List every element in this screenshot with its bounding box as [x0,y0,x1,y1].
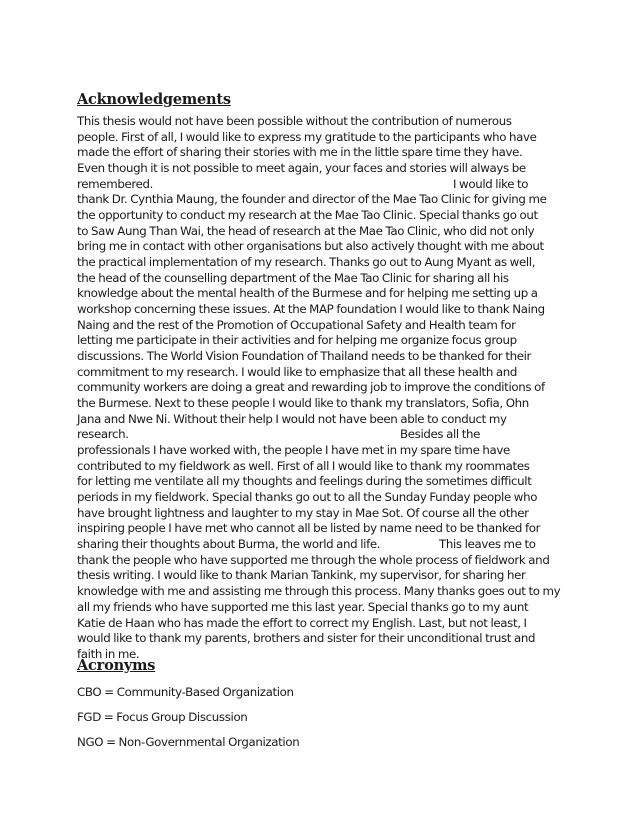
paragraph-line: commitment to my research. I would like to emphasize that all these health and [77,364,518,379]
paragraph-line-left: remembered. [77,176,154,191]
paragraph-line-left: sharing their thoughts about Burma, the world and life. [77,537,381,552]
paragraph-line: community workers are doing a great and rewarding job to improve the conditions of [77,380,545,395]
acronyms-heading: Acronyms [77,657,156,674]
paragraph-line: made the effort of sharing their stories with me in the little spare time they have. [77,145,523,160]
paragraph-line: all my friends who have supported me this last year. Special thanks go to my aunt [77,599,529,614]
paragraph-line: knowledge about the mental health of the Burmese and for helping me setting up a [77,286,538,301]
paragraph-line: discussions. The World Vision Foundation of Thailand needs to be thanked for their [77,349,532,364]
paragraph-line: Naing and the rest of the Promotion of Occupational Safety and Health team for [77,317,516,332]
paragraph-line: the opportunity to conduct my research at the Mae Tao Clinic. Special thanks go out [77,208,538,223]
acknowledgements-heading: Acknowledgements [77,91,231,108]
paragraph-line: thank the people who have supported me through the whole process of fieldwork and [77,552,550,567]
paragraph-line: the practical implementation of my research. Thanks go out to Aung Myant as well, [77,255,536,270]
acronym-item: NGO = Non-Governmental Organization [77,735,300,749]
paragraph-line: thank Dr. Cynthia Maung, the founder and director of the Mae Tao Clinic for giving me [77,192,547,207]
paragraph-line-left: research. [77,427,129,442]
paragraph-line: bring me in contact with other organisations but also actively thought with me about [77,239,544,254]
paragraph-line-split [77,427,567,443]
paragraph-line: for letting me ventilate all my thoughts and feelings during the sometimes difficult [77,474,532,489]
paragraph-line: Jana and Nwe Ni. Without their help I would not have been able to conduct my [77,411,507,426]
paragraph-line: to Saw Aung Than Wai, the head of research at the Mae Tao Clinic, who did not only [77,223,535,238]
paragraph-line-split [77,177,567,193]
paragraph-line: have brought lightness and laughter to my stay in Mae Sot. Of course all the other [77,505,529,520]
paragraph-line: the head of the counselling department of the Mae Tao Clinic for sharing all his [77,270,509,285]
paragraph-line: thesis writing. I would like to thank Marian Tankink, my supervisor, for sharing her [77,568,526,583]
paragraph-line: inspiring people I have met who cannot all be listed by name need to be thanked for [77,521,541,536]
paragraph-line: This thesis would not have been possible without the contribution of numerous [77,114,512,128]
paragraph-line: Katie de Haan who has made the effort to correct my English. Last, but not least, I [77,615,527,630]
paragraph-line: would like to thank my parents, brothers and sister for their unconditional trust and [77,631,536,646]
paragraph-line-right: This leaves me to [439,537,536,552]
paragraph-line-right: I would like to [453,176,529,191]
paragraph-line: the Burmese. Next to these people I would like to thank my translators, Sofia, Ohn [77,396,529,411]
acknowledgements-body [77,114,567,663]
acronym-item: CBO = Community-Based Organization [77,685,294,699]
paragraph-line: people. First of all, I would like to express my gratitude to the participants who have [77,129,537,144]
paragraph-line: workshop concerning these issues. At the MAP foundation I would like to thank Naing [77,302,545,317]
paragraph-line: faith in me. [77,646,140,661]
paragraph-line: letting me participate in their activities and for helping me organize focus group [77,333,517,348]
paragraph-line: contributed to my fieldwork as well. First of all I would like to thank my roommates [77,458,530,473]
paragraph-line: professionals I have worked with, the people I have met in my spare time have [77,443,510,458]
paragraph-line: Even though it is not possible to meet again, your faces and stories will always be [77,161,526,176]
paragraph-line-split [77,537,567,553]
paragraph-line-right: Besides all the [400,427,481,442]
paragraph-line: periods in my fieldwork. Special thanks go out to all the Sunday Funday people who [77,490,538,505]
acronym-item: FGD = Focus Group Discussion [77,710,248,724]
paragraph-line: knowledge with me and assisting me through this process. Many thanks goes out to my [77,584,561,599]
